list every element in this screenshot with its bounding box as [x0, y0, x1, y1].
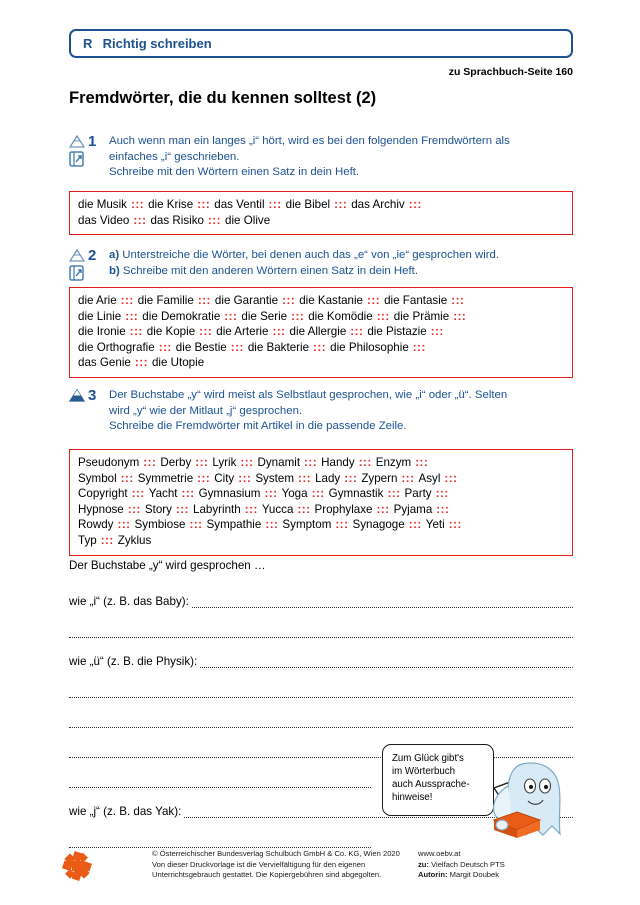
vocab-word: die Ironie	[78, 325, 126, 339]
exercise-number: 1	[88, 133, 97, 150]
vocab-word: Zypern	[361, 471, 398, 485]
word-separator: :::	[367, 294, 381, 307]
word-separator: :::	[143, 456, 157, 469]
vocab-word: Labyrinth	[193, 502, 241, 516]
answer-blank[interactable]	[69, 694, 573, 698]
word-separator: :::	[181, 487, 195, 501]
word-separator: :::	[334, 198, 348, 211]
vocab-word: Story	[144, 502, 172, 516]
word-separator: :::	[129, 325, 143, 339]
vocab-word: Rowdy	[78, 518, 114, 532]
word-separator: :::	[444, 471, 458, 485]
instruction-line: Der Buchstabe „y“ wird meist als Selbstlaut gesprochen, wie „i“ oder „ü“. Selten	[109, 389, 508, 401]
vocab-word: Dynamit	[257, 456, 301, 469]
vocab-word: Sympathie	[206, 518, 262, 532]
word-separator: :::	[430, 325, 444, 339]
wordbox-row	[78, 309, 564, 325]
word-separator: :::	[207, 213, 222, 227]
book-title: Vielfach Deutsch PTS	[431, 859, 505, 869]
vocab-word: die Serie	[241, 309, 288, 323]
word-separator: :::	[134, 356, 148, 370]
footer-credits	[418, 849, 505, 881]
vocab-word: Synagoge	[352, 518, 405, 532]
answer-blank[interactable]	[69, 784, 371, 788]
answer-line[interactable]	[69, 668, 573, 698]
exercise-number: 3	[88, 387, 97, 404]
footer-website: www.oebv.at	[418, 849, 461, 858]
word-separator: :::	[313, 340, 327, 354]
vocab-word: Asyl	[418, 471, 441, 485]
wordbox-1	[69, 191, 573, 235]
answer-blank[interactable]	[69, 634, 573, 638]
word-separator: :::	[120, 471, 134, 485]
answer-blank[interactable]	[192, 604, 573, 608]
vocab-word: die Orthografie	[78, 340, 155, 354]
word-separator: :::	[291, 309, 305, 323]
word-separator: :::	[436, 502, 450, 516]
bubble-line: auch Aussprache-	[392, 779, 470, 790]
instruction-line: Schreibe die Fremdwörter mit Artikel in die passende Zeile.	[109, 420, 407, 432]
vocab-word: Symbol	[78, 471, 117, 485]
vocab-word: Party	[404, 487, 432, 501]
word-separator: :::	[189, 518, 203, 532]
vocab-word: Prophylaxe	[314, 502, 373, 516]
word-separator: :::	[408, 198, 422, 211]
vocab-word: die Pistazie	[367, 325, 427, 339]
word-separator: :::	[415, 456, 429, 469]
vocab-word: Symmetrie	[137, 471, 194, 485]
word-separator: :::	[117, 518, 131, 532]
exercise-3	[69, 388, 573, 435]
vocab-word: die Fantasie	[384, 294, 448, 307]
answer-blank[interactable]	[200, 664, 573, 668]
word-separator: :::	[127, 502, 141, 516]
answer-label: wie „i“ (z. B. das Baby):	[69, 595, 189, 608]
vocab-word: die Bestie	[175, 340, 227, 354]
word-separator: :::	[265, 518, 279, 532]
answer-line[interactable]	[69, 698, 573, 728]
notebook-icon	[69, 265, 84, 281]
ghost-mascot-icon	[382, 742, 582, 838]
exercise-1	[69, 134, 573, 181]
word-separator: :::	[282, 294, 296, 307]
instruction-line: b) Schreibe mit den anderen Wörtern einen Satz in dein Heft.	[109, 264, 418, 277]
mascot-figure	[382, 742, 582, 838]
vocab-word: die Utopie	[151, 356, 205, 370]
instruction-line: Schreibe mit den Wörtern einen Satz in dein Heft.	[109, 166, 360, 178]
vocab-word: Gymnasium	[198, 487, 261, 501]
word-separator: :::	[224, 309, 238, 323]
wordbox-row	[78, 197, 564, 213]
subject-title: Richtig schreiben	[102, 36, 212, 51]
oebv-asterisk-logo	[62, 851, 92, 881]
instruction-line: einfaches „i“ geschrieben.	[109, 150, 240, 163]
sprachbuch-reference: zu Sprachbuch-Seite 160	[448, 66, 573, 78]
vocab-word: die Linie	[78, 309, 122, 323]
notebook-icon	[69, 151, 84, 167]
answer-intro: Der Buchstabe „y“ wird gesprochen …	[69, 559, 266, 572]
bubble-line: Zum Glück gibt's	[392, 753, 464, 764]
copyright-line: Von dieser Druckvorlage ist die Vervielfältigung für den eigenen	[152, 859, 366, 869]
vocab-word: die Arterie	[216, 325, 269, 339]
instruction-line: Auch wenn man ein langes „i“ hört, wird es bei den folgenden Fremdwörtern als	[109, 135, 510, 147]
triangle-outline-icon	[69, 249, 85, 262]
word-separator: :::	[120, 294, 134, 307]
page-footer	[0, 845, 640, 905]
book-prefix: zu:	[418, 859, 429, 869]
vocab-word: Symbiose	[134, 518, 186, 532]
word-separator: :::	[376, 502, 390, 516]
word-separator: :::	[358, 456, 372, 469]
answer-line[interactable]	[69, 578, 573, 608]
vocab-word: die Garantie	[214, 294, 279, 307]
wordbox-row	[78, 340, 564, 356]
word-separator: :::	[448, 518, 462, 532]
answer-label: wie „j“ (z. B. das Yak):	[69, 805, 182, 818]
word-separator: :::	[272, 325, 286, 339]
vocab-word: die Demokratie	[142, 309, 221, 323]
instruction-line: a) Unterstreiche die Wörter, bei denen auch das „e“ von „ie“ gesprochen wird.	[109, 249, 500, 261]
vocab-word: Enzym	[375, 456, 412, 469]
vocab-word: Typ	[78, 533, 97, 547]
vocab-word: Gymnastik	[328, 487, 384, 501]
vocab-word: Copyright	[78, 487, 128, 501]
subject-letter: R	[83, 36, 93, 51]
footer-author	[418, 870, 505, 881]
vocab-word: System	[255, 471, 294, 485]
exercise-2	[69, 248, 573, 279]
vocab-word: die Allergie	[289, 325, 347, 339]
vocab-word: Derby	[160, 456, 192, 469]
vocab-word: Yacht	[148, 487, 178, 501]
vocab-word: das Ventil	[214, 198, 265, 211]
vocab-word: Symptom	[282, 518, 332, 532]
vocab-word: Lady	[315, 471, 341, 485]
answer-label: wie „ü“ (z. B. die Physik):	[69, 655, 198, 668]
vocab-word: Yoga	[281, 487, 308, 501]
word-separator: :::	[376, 309, 390, 323]
wordbox-row	[78, 471, 564, 487]
word-separator: :::	[133, 213, 147, 227]
vocab-word: Lyrik	[212, 456, 237, 469]
word-separator: :::	[408, 518, 422, 532]
wordbox-3	[69, 449, 573, 556]
triangle-filled-icon	[69, 389, 85, 402]
vocab-word: die Krise	[148, 198, 194, 211]
word-separator: :::	[158, 340, 172, 354]
bubble-line: hinweise!	[392, 792, 433, 803]
vocab-word: Pyjama	[393, 502, 433, 516]
footer-book	[418, 860, 505, 871]
subject-badge	[69, 29, 573, 58]
word-separator: :::	[244, 502, 258, 516]
word-separator: :::	[401, 471, 415, 485]
word-separator: :::	[297, 502, 311, 516]
word-separator: :::	[197, 294, 211, 307]
vocab-word: die Olive	[225, 213, 271, 227]
word-separator: :::	[268, 198, 282, 211]
word-separator: :::	[238, 471, 252, 485]
wordbox-row	[78, 502, 564, 518]
vocab-word: das Video	[78, 213, 130, 227]
word-separator: :::	[195, 456, 209, 469]
word-separator: :::	[451, 294, 465, 307]
word-separator: :::	[412, 340, 426, 354]
vocab-word: die Kopie	[146, 325, 196, 339]
page-title: Fremdwörter, die du kennen solltest (2)	[69, 89, 377, 107]
wordbox-row	[78, 517, 564, 533]
bubble-line: im Wörterbuch	[392, 766, 455, 777]
answer-line[interactable]	[69, 638, 573, 668]
vocab-word: die Familie	[137, 294, 194, 307]
word-separator: :::	[335, 518, 349, 532]
wordbox-row	[78, 293, 564, 309]
word-separator: :::	[197, 198, 211, 211]
word-separator: :::	[311, 487, 325, 501]
vocab-word: Yeti	[425, 518, 445, 532]
vocab-word: die Kastanie	[299, 294, 363, 307]
word-separator: :::	[435, 487, 449, 501]
word-separator: :::	[175, 502, 190, 516]
vocab-word: das Archiv	[351, 198, 405, 211]
vocab-word: die Philosophie	[330, 340, 409, 354]
vocab-word: das Genie	[78, 356, 131, 370]
wordbox-row	[78, 533, 564, 549]
word-separator: :::	[453, 309, 467, 323]
word-separator: :::	[240, 456, 254, 469]
instruction-line: wird „y“ wie der Mitlaut „j“ gesprochen.	[109, 404, 303, 417]
word-separator: :::	[387, 487, 401, 501]
vocab-word: die Bakterie	[247, 340, 310, 354]
exercise-number: 2	[88, 247, 97, 264]
author-name: Margit Doubek	[449, 870, 500, 879]
word-separator: :::	[125, 309, 139, 323]
vocab-word: City	[214, 471, 235, 485]
word-separator: :::	[131, 487, 145, 501]
word-separator: :::	[297, 471, 312, 485]
vocab-word: die Bibel	[285, 198, 331, 211]
wordbox-row	[78, 486, 564, 502]
answer-blank[interactable]	[69, 724, 573, 728]
wordbox-row	[78, 213, 564, 229]
word-separator: :::	[199, 325, 213, 339]
word-separator: :::	[197, 471, 211, 485]
footer-copyright	[152, 849, 400, 881]
vocab-word: das Risiko	[150, 213, 204, 227]
author-prefix: Autorin:	[418, 870, 448, 879]
word-separator: :::	[100, 533, 114, 547]
vocab-word: Hypnose	[78, 502, 124, 516]
word-separator: :::	[304, 456, 318, 469]
vocab-word: die Prämie	[393, 309, 450, 323]
copyright-line: Unterrichtsgebrauch gestattet. Die Kopiergebühren sind abgegolten.	[152, 870, 382, 879]
answer-line[interactable]	[69, 608, 573, 638]
vocab-word: die Musik	[78, 198, 127, 211]
triangle-outline-icon	[69, 135, 85, 148]
vocab-word: Pseudonym	[78, 456, 140, 469]
word-separator: :::	[344, 471, 358, 485]
wordbox-row	[78, 355, 564, 371]
word-separator: :::	[264, 487, 278, 501]
word-separator: :::	[230, 340, 244, 354]
vocab-word: die Komödie	[308, 309, 373, 323]
wordbox-row	[78, 324, 564, 340]
copyright-line: © Österreichischer Bundesverlag Schulbuch GmbH & Co. KG, Wien 2020	[152, 849, 400, 858]
word-separator: :::	[350, 325, 364, 339]
wordbox-2	[69, 287, 573, 378]
wordbox-row	[78, 455, 564, 471]
word-separator: :::	[130, 198, 145, 211]
vocab-word: die Arie	[78, 294, 117, 307]
vocab-word: Zyklus	[117, 533, 152, 547]
vocab-word: Handy	[321, 456, 355, 469]
vocab-word: Yucca	[261, 502, 294, 516]
